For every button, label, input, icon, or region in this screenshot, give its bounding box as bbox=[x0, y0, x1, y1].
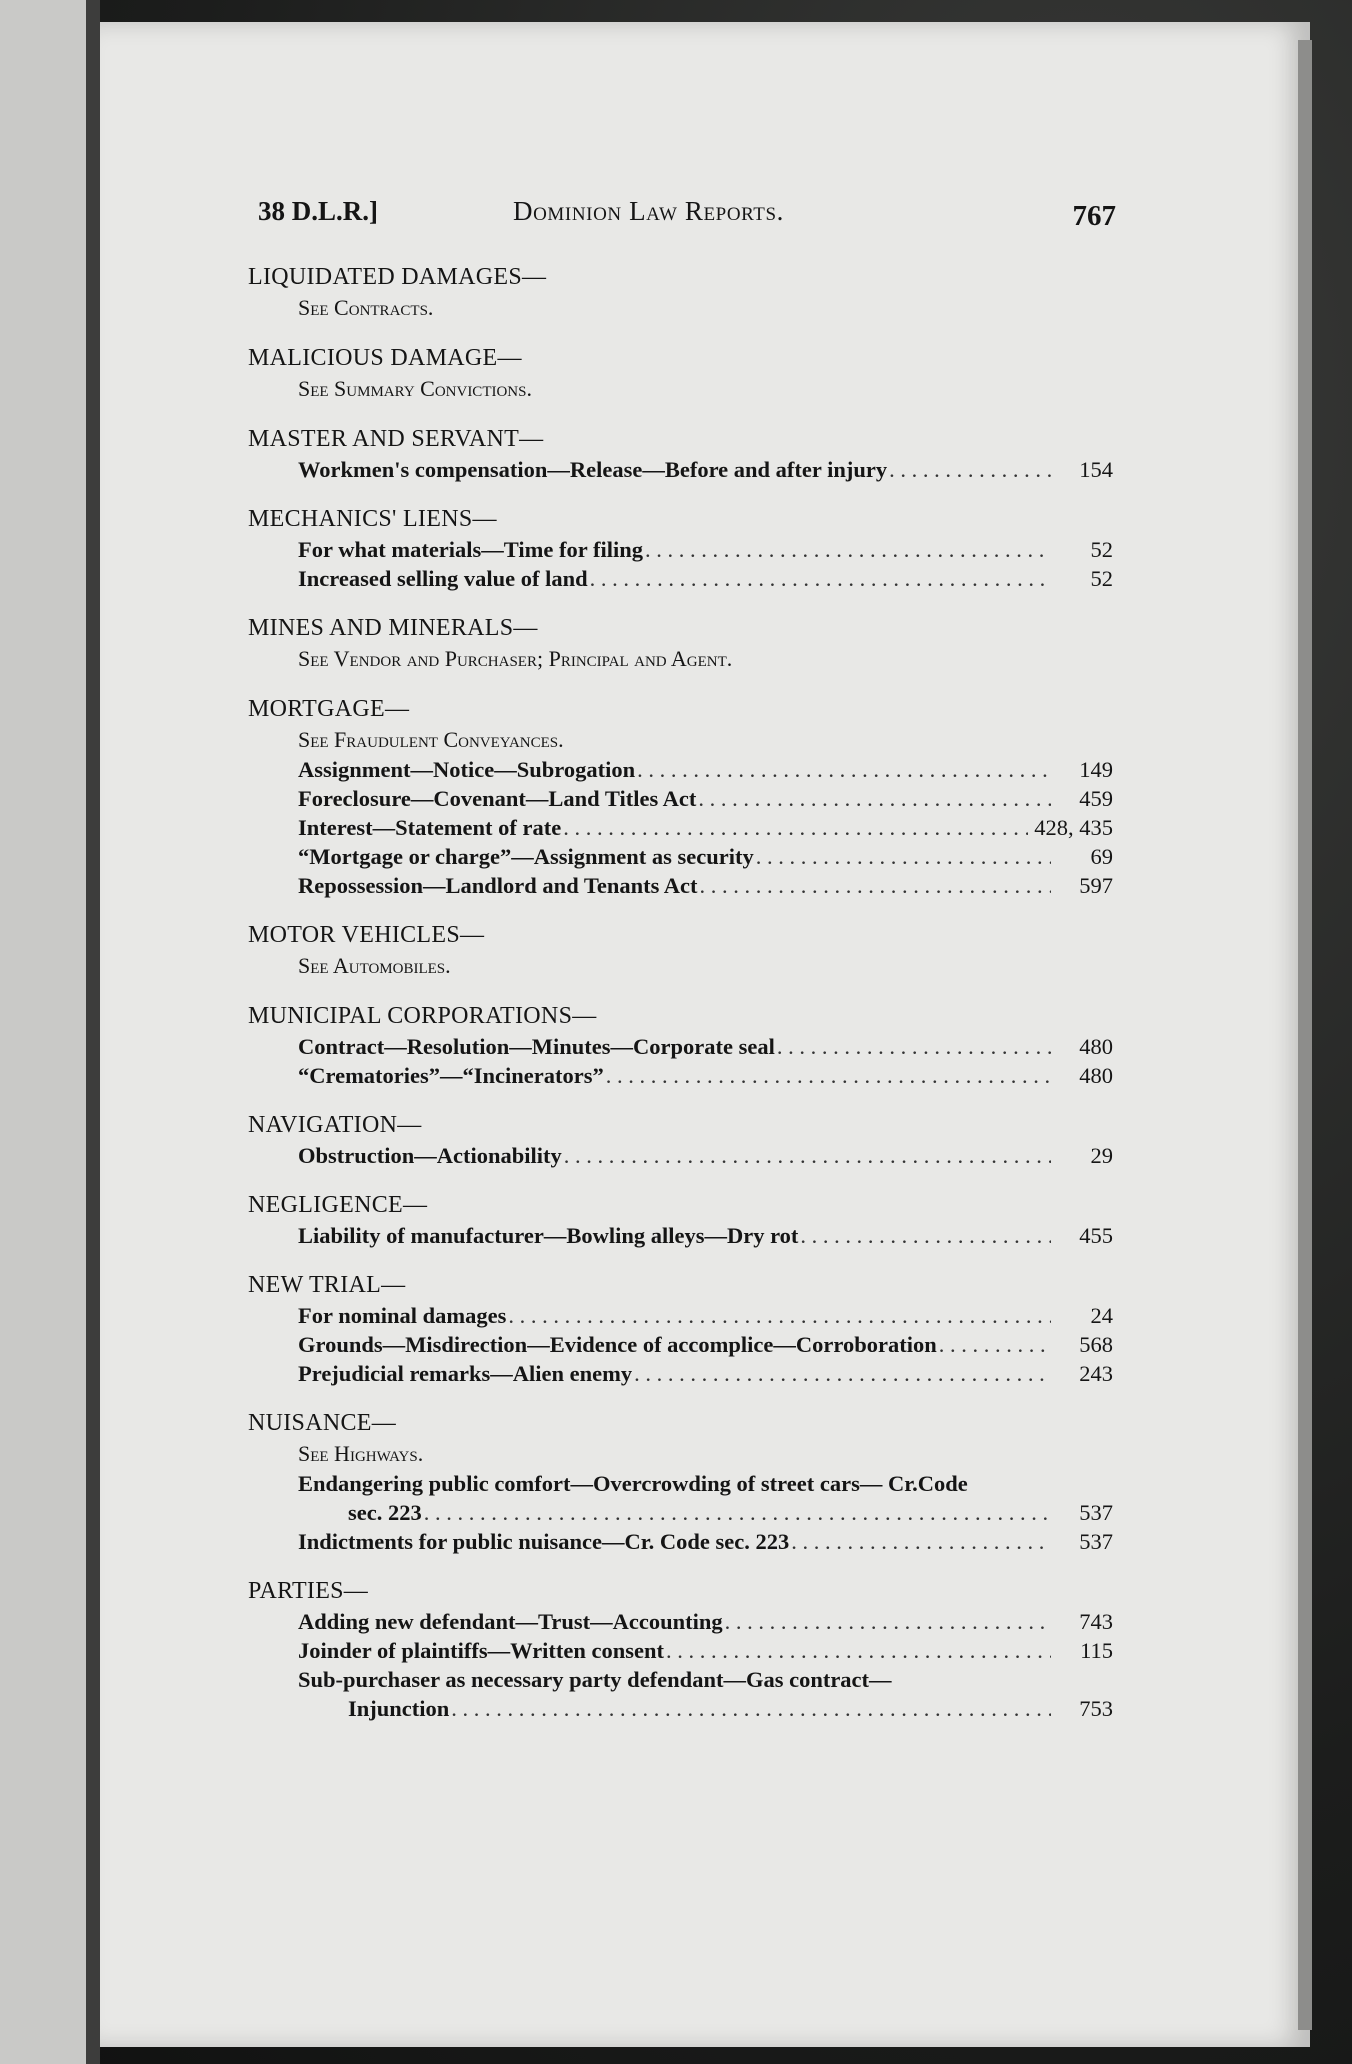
index-entry bbox=[228, 1408, 1113, 1556]
entry-text: Prejudicial remarks—Alien enemy bbox=[298, 1361, 633, 1386]
index-line bbox=[298, 1141, 1113, 1170]
index-line bbox=[348, 1498, 1113, 1527]
dot-leader bbox=[698, 784, 1051, 813]
dot-leader bbox=[424, 1498, 1051, 1527]
page-reference: 24 bbox=[1090, 1303, 1113, 1328]
cross-reference: See Vendor and Purchaser; Principal and Agent. bbox=[298, 646, 733, 671]
entry-text: Foreclosure—Covenant—Land Titles Act bbox=[298, 786, 697, 811]
entry-text: “Crematories”—“Incinerators” bbox=[298, 1063, 604, 1088]
running-header bbox=[258, 196, 1116, 236]
dot-leader bbox=[451, 1694, 1051, 1723]
cross-reference: See Fraudulent Conveyances. bbox=[298, 727, 564, 752]
entry-heading: MOTOR VEHICLES— bbox=[248, 922, 485, 948]
entry-text: Sub-purchaser as necessary party defendant—Gas contract— bbox=[298, 1667, 892, 1692]
entry-text: Adding new defendant—Trust—Accounting bbox=[298, 1609, 723, 1634]
dot-leader bbox=[725, 1607, 1051, 1636]
dot-leader bbox=[606, 1061, 1051, 1090]
page-reference: 428, 435 bbox=[1034, 815, 1113, 840]
book-gutter bbox=[86, 0, 100, 2064]
page-reference: 69 bbox=[1090, 844, 1113, 869]
index-line bbox=[298, 1301, 1113, 1330]
index-line bbox=[298, 1061, 1113, 1090]
dot-leader bbox=[564, 1141, 1051, 1170]
cross-reference: See Highways. bbox=[298, 1441, 424, 1466]
dot-leader bbox=[777, 1032, 1051, 1061]
index-line bbox=[298, 1636, 1113, 1665]
entry-text: Interest—Statement of rate bbox=[298, 815, 562, 840]
index-line bbox=[298, 1359, 1113, 1388]
entry-text: Obstruction—Actionability bbox=[298, 1143, 562, 1168]
index-line bbox=[348, 1694, 1113, 1723]
index-line bbox=[298, 1330, 1113, 1359]
dot-leader bbox=[666, 1636, 1051, 1665]
page-reference: 52 bbox=[1090, 537, 1113, 562]
page-reference: 29 bbox=[1090, 1143, 1113, 1168]
page-reference: 568 bbox=[1079, 1332, 1113, 1357]
page-reference: 753 bbox=[1079, 1696, 1113, 1721]
entry-heading: NUISANCE— bbox=[248, 1410, 397, 1436]
page-edge-shadow bbox=[1298, 40, 1312, 2030]
entry-text: Contract—Resolution—Minutes—Corporate seal bbox=[298, 1034, 775, 1059]
index-entry bbox=[228, 920, 1113, 981]
index-line bbox=[298, 1032, 1113, 1061]
entry-text: Workmen's compensation—Release—Before and after injury bbox=[298, 457, 888, 482]
index-line bbox=[298, 871, 1113, 900]
entry-heading: MALICIOUS DAMAGE— bbox=[248, 345, 522, 371]
index-entry bbox=[228, 1110, 1113, 1170]
page-reference: 537 bbox=[1079, 1500, 1113, 1525]
dot-leader bbox=[700, 871, 1052, 900]
index-entry bbox=[228, 1270, 1113, 1388]
index-line bbox=[298, 564, 1113, 593]
dot-leader bbox=[634, 1359, 1051, 1388]
index-entry bbox=[228, 613, 1113, 674]
cross-reference: See Automobiles. bbox=[298, 953, 451, 978]
page-reference: 115 bbox=[1080, 1638, 1113, 1663]
volume-reference: 38 D.L.R.] bbox=[258, 196, 378, 226]
entry-text: For nominal damages bbox=[298, 1303, 507, 1328]
entry-text: Endangering public comfort—Overcrowding of street cars— Cr.Code bbox=[298, 1471, 968, 1496]
entry-text: Assignment—Notice—Subrogation bbox=[298, 757, 636, 782]
index-line bbox=[298, 1527, 1113, 1556]
index-line bbox=[298, 1607, 1113, 1636]
page-reference: 743 bbox=[1079, 1609, 1113, 1634]
index-line bbox=[298, 813, 1113, 842]
dot-leader bbox=[800, 1221, 1051, 1250]
page-reference: 597 bbox=[1079, 873, 1113, 898]
page-reference: 537 bbox=[1079, 1529, 1113, 1554]
index-entry bbox=[228, 504, 1113, 593]
entry-heading: MINES AND MINERALS— bbox=[248, 615, 538, 641]
cross-reference: See Contracts. bbox=[298, 295, 434, 320]
dot-leader bbox=[508, 1301, 1051, 1330]
index-entry bbox=[228, 262, 1113, 323]
dot-leader bbox=[563, 813, 1028, 842]
page-reference: 52 bbox=[1090, 566, 1113, 591]
dot-leader bbox=[590, 564, 1051, 593]
page-reference: 243 bbox=[1079, 1361, 1113, 1386]
entry-text: Liability of manufacturer—Bowling alleys—Dry rot bbox=[298, 1223, 799, 1248]
entry-heading: LIQUIDATED DAMAGES— bbox=[248, 264, 547, 290]
entry-text: Indictments for public nuisance—Cr. Code sec. 223 bbox=[298, 1529, 790, 1554]
entry-text: Joinder of plaintiffs—Written consent bbox=[298, 1638, 665, 1663]
index-entry bbox=[228, 1190, 1113, 1250]
index-entry bbox=[228, 694, 1113, 900]
dot-leader bbox=[637, 755, 1051, 784]
entry-text: Increased selling value of land bbox=[298, 566, 588, 591]
entry-heading: MUNICIPAL CORPORATIONS— bbox=[248, 1003, 597, 1029]
entry-text: For what materials—Time for filing bbox=[298, 537, 643, 562]
index-line bbox=[298, 755, 1113, 784]
page-number: 767 bbox=[1072, 200, 1116, 232]
index-entries bbox=[228, 262, 1113, 1743]
index-entry bbox=[228, 1576, 1113, 1723]
index-entry bbox=[228, 343, 1113, 404]
index-line bbox=[298, 842, 1113, 871]
cross-reference: See Summary Convictions. bbox=[298, 376, 532, 401]
entry-heading: NEGLIGENCE— bbox=[248, 1192, 428, 1218]
entry-text: Grounds—Misdirection—Evidence of accomplice—Corroboration bbox=[298, 1332, 937, 1357]
entry-text: Injunction bbox=[348, 1696, 450, 1721]
page-reference: 459 bbox=[1079, 786, 1113, 811]
dot-leader bbox=[939, 1330, 1051, 1359]
entry-heading: PARTIES— bbox=[248, 1578, 369, 1604]
dot-leader bbox=[645, 535, 1051, 564]
page-reference: 455 bbox=[1079, 1223, 1113, 1248]
page-reference: 149 bbox=[1079, 757, 1113, 782]
page-reference: 480 bbox=[1079, 1034, 1113, 1059]
index-line bbox=[298, 535, 1113, 564]
page-reference: 480 bbox=[1079, 1063, 1113, 1088]
entry-text: “Mortgage or charge”—Assignment as security bbox=[298, 844, 754, 869]
entry-heading: NAVIGATION— bbox=[248, 1112, 422, 1138]
index-line bbox=[298, 455, 1113, 484]
index-entry bbox=[228, 424, 1113, 484]
entry-text: sec. 223 bbox=[348, 1500, 422, 1525]
entry-text: Repossession—Landlord and Tenants Act bbox=[298, 873, 698, 898]
facing-page-edge bbox=[0, 0, 98, 2064]
index-line bbox=[298, 1221, 1113, 1250]
running-title: Dominion Law Reports. bbox=[513, 196, 785, 226]
entry-heading: MASTER AND SERVANT— bbox=[248, 426, 544, 452]
dot-leader bbox=[889, 455, 1051, 484]
entry-heading: NEW TRIAL— bbox=[248, 1272, 406, 1298]
entry-heading: MECHANICS' LIENS— bbox=[248, 506, 497, 532]
entry-heading: MORTGAGE— bbox=[248, 696, 410, 722]
index-line bbox=[298, 784, 1113, 813]
dot-leader bbox=[791, 1527, 1051, 1556]
page-reference: 154 bbox=[1079, 457, 1113, 482]
dot-leader bbox=[756, 842, 1051, 871]
index-entry bbox=[228, 1001, 1113, 1090]
